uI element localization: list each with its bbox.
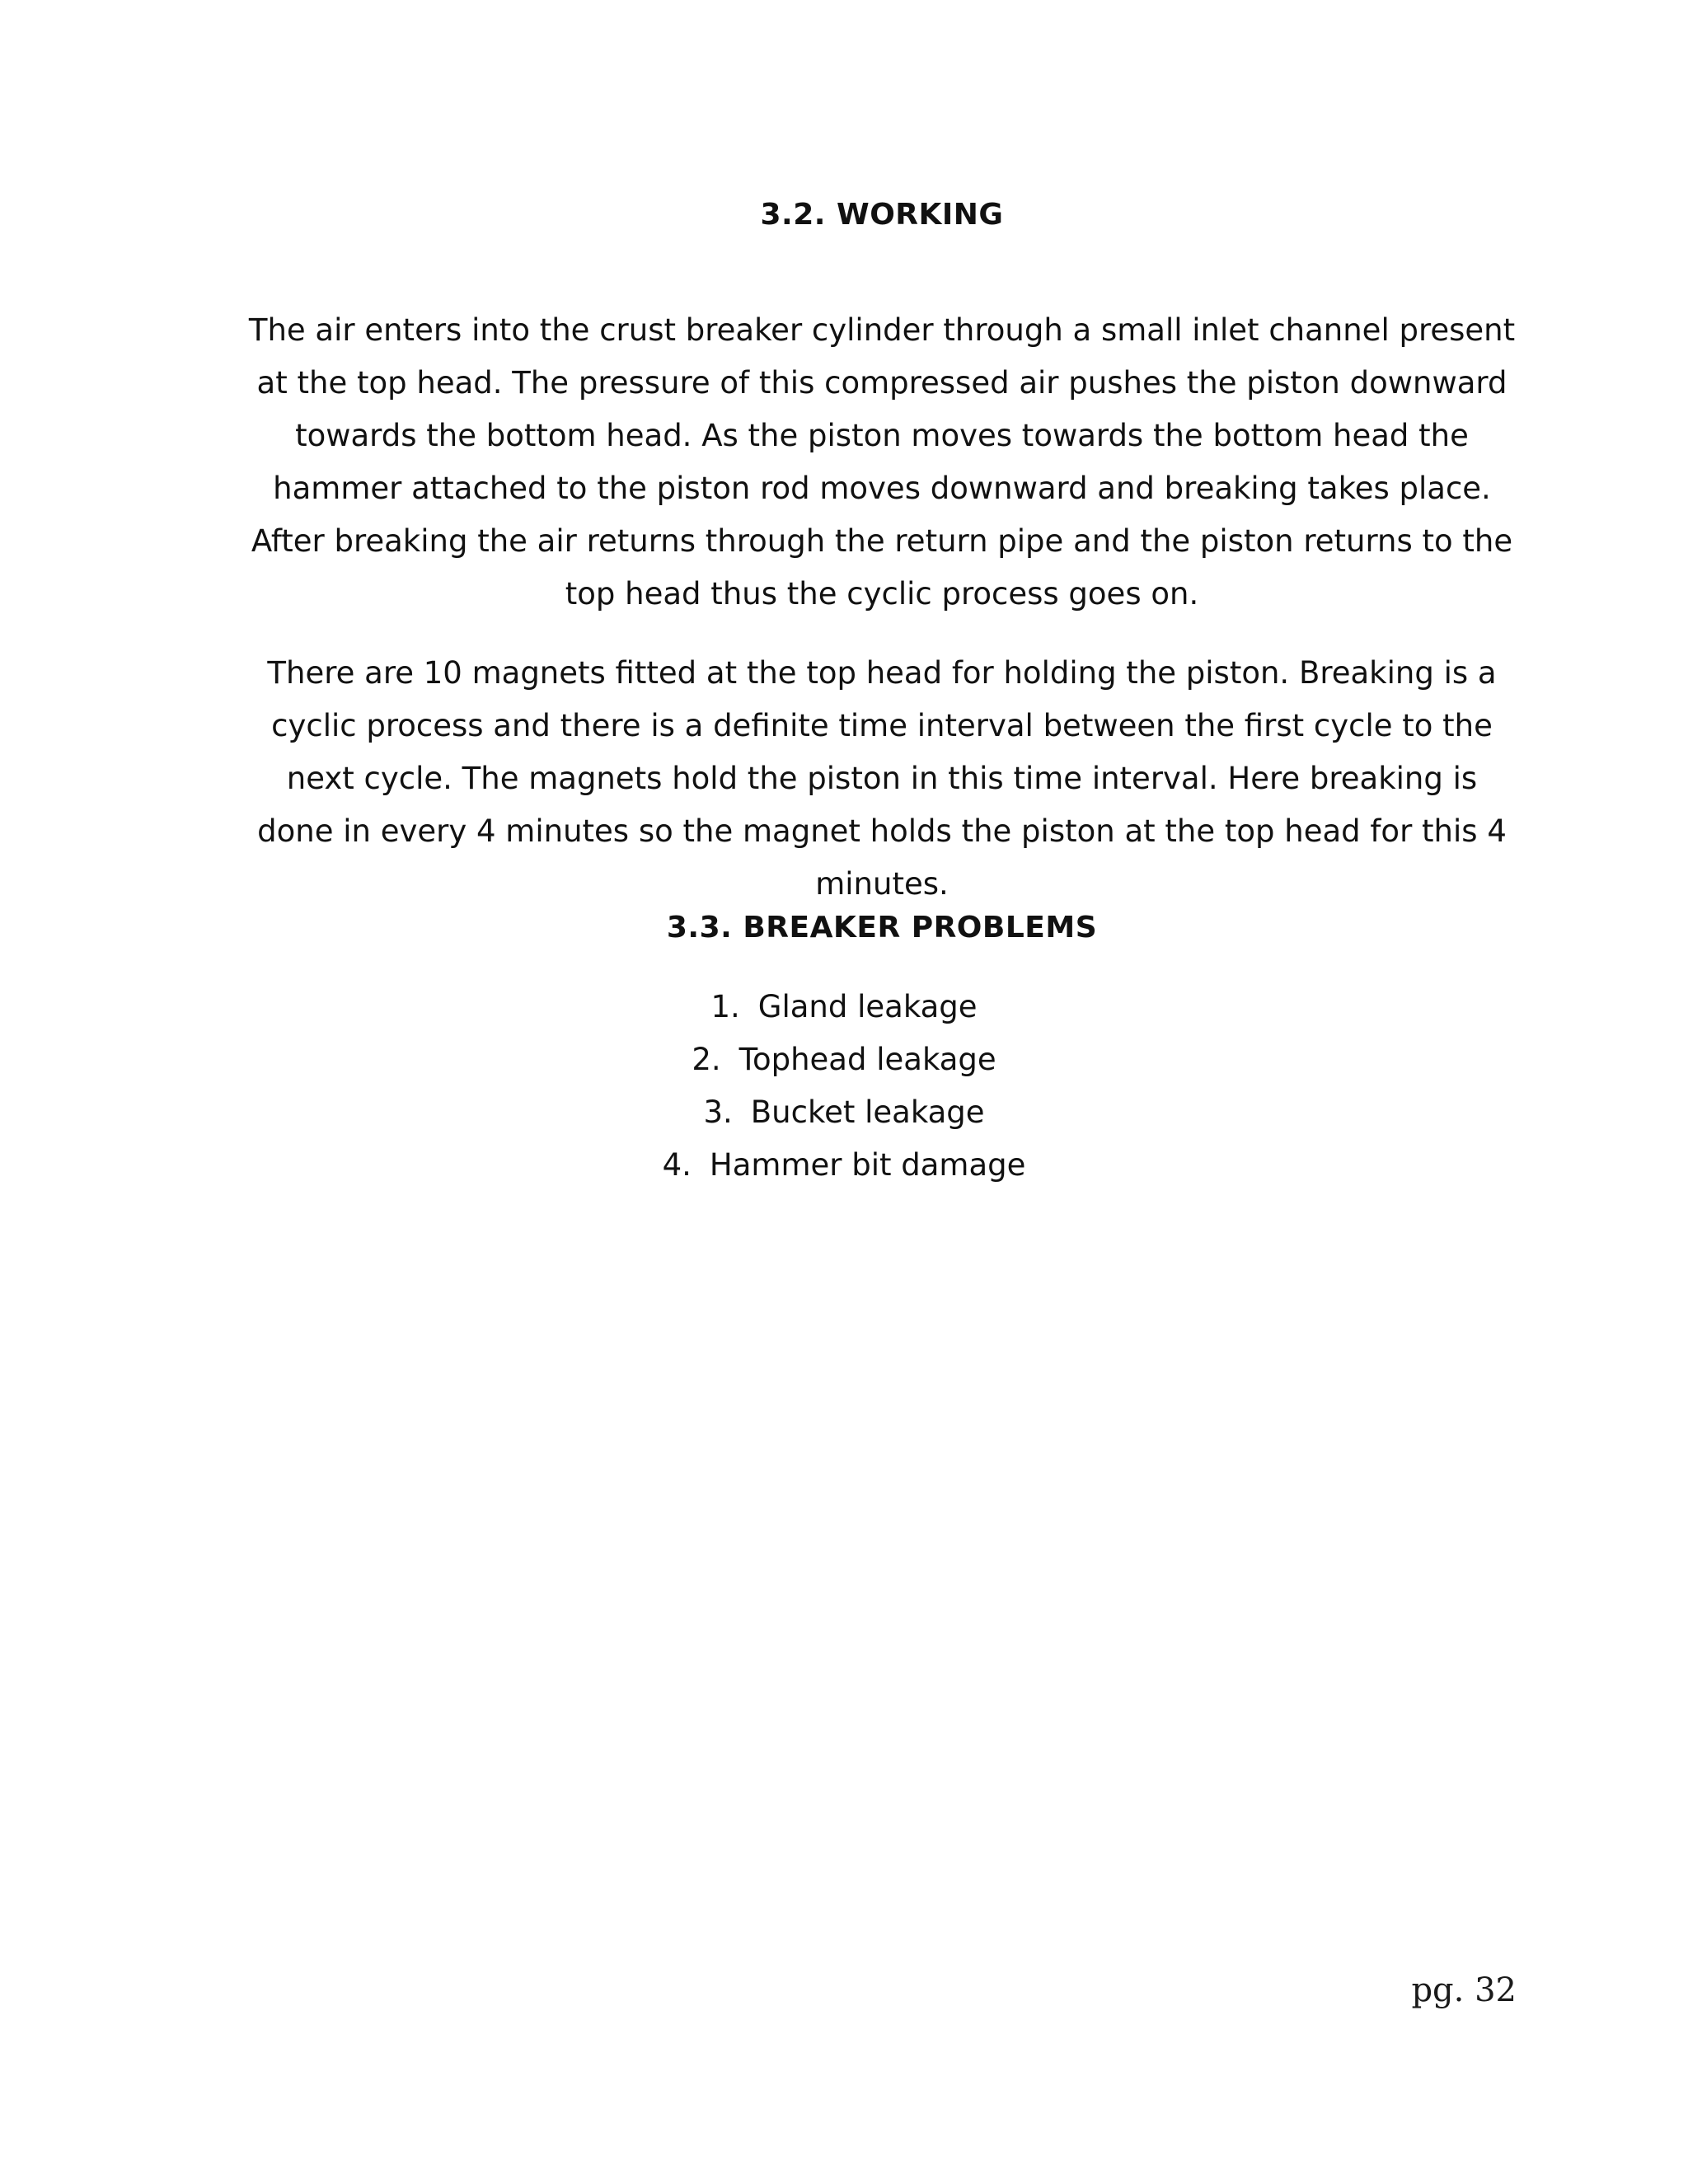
- breaker-problems-list: [0, 981, 1688, 1192]
- list-item: [0, 1086, 1688, 1139]
- list-item-text: Gland leakage: [757, 989, 978, 1024]
- list-item-number: 1.: [710, 989, 740, 1024]
- page-number: pg. 32: [1411, 1971, 1517, 2009]
- section-heading-breaker-problems: 3.3. BREAKER PROBLEMS: [666, 911, 1098, 944]
- list-item: [0, 981, 1688, 1033]
- list-item-number: 4.: [662, 1147, 692, 1183]
- section-heading-working: 3.2. WORKING: [760, 198, 1004, 232]
- list-item-text: Tophead leakage: [738, 1042, 996, 1077]
- list-item: [0, 1033, 1688, 1086]
- list-item-text: Bucket leakage: [750, 1094, 985, 1130]
- list-item-number: 3.: [703, 1094, 733, 1130]
- list-item-number: 2.: [692, 1042, 721, 1077]
- list-item: [0, 1139, 1688, 1192]
- list-item-text: Hammer bit damage: [709, 1147, 1026, 1183]
- working-paragraph-1: The air enters into the crust breaker cylinder through a small inlet channel present at the top head. The pressure of this compressed air pushes the piston downward towards the bottom head. As the piston moves towards the bottom head the hammer attached to the piston rod moves downward and breaking takes place. After breaking the air returns through the return pipe and the piston returns to the top head thus the cyclic process goes on.: [248, 312, 1516, 612]
- working-paragraph-2: There are 10 magnets fitted at the top head for holding the piston. Breaking is a cyclic process and there is a definite time interval between the first cycle to the next cycle. The magnets hold the piston in this time interval. Here breaking is done in every 4 minutes so the magnet holds the piston at the top head for this 4 minutes.: [257, 655, 1507, 902]
